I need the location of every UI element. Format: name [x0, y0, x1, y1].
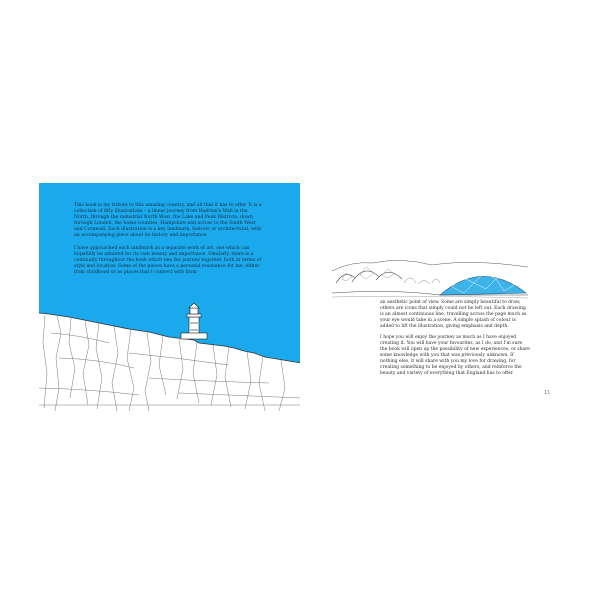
left-paragraph-1: This book is my tribute to this amazing country, and all that it has to offer. It is a collection of fifty illustrations – a linear journey from Hadrian's Wall in the North, through the industrial North West, the Lake and Peak Districts, down through London, the home counties, Hampshire and across to the South West and Cornwall. Each illustration is a key landmark, historic or architectural, with an accompanying piece about its history and importance.: [74, 203, 262, 239]
left-page: [39, 183, 301, 413]
right-page: [300, 183, 562, 413]
right-page-text: [380, 300, 530, 382]
left-page-text: [74, 203, 264, 282]
left-paragraph-2: I have approached each landmark as a separate work of art, one which can hopefully be admired for its own beauty and importance. Similarly, there is a continuity throughout the book which ties the journey together, both in terms of style and location. Some of the pieces have a personal resonance for me, either from childhood or as places that I connect with from: [74, 245, 262, 275]
biome-domes-illustration: [332, 253, 528, 299]
right-paragraph-1: an aesthetic point of view. Some are simply beautiful to draw, others are icons that simply could not be left out. Each drawing is an almost continuous line, travelling across the page much as your eye would take in a scene. A simple splash of colour is added to lift the illustration, giving emphasis and depth.: [380, 300, 527, 329]
page-number: 11: [544, 390, 551, 396]
right-paragraph-2: I hope you will enjoy the journey as much as I have enjoyed creating it. You will have your favourites, as I do, and I'm sure the book will open up the possibility of new experiences, or share some knowledge with you that was previously unknown. If nothing else, it will share with you my love for drawing, for creating something to be enjoyed by others, and reinforce the beauty and variety of everything that England has to offer.: [380, 335, 530, 376]
